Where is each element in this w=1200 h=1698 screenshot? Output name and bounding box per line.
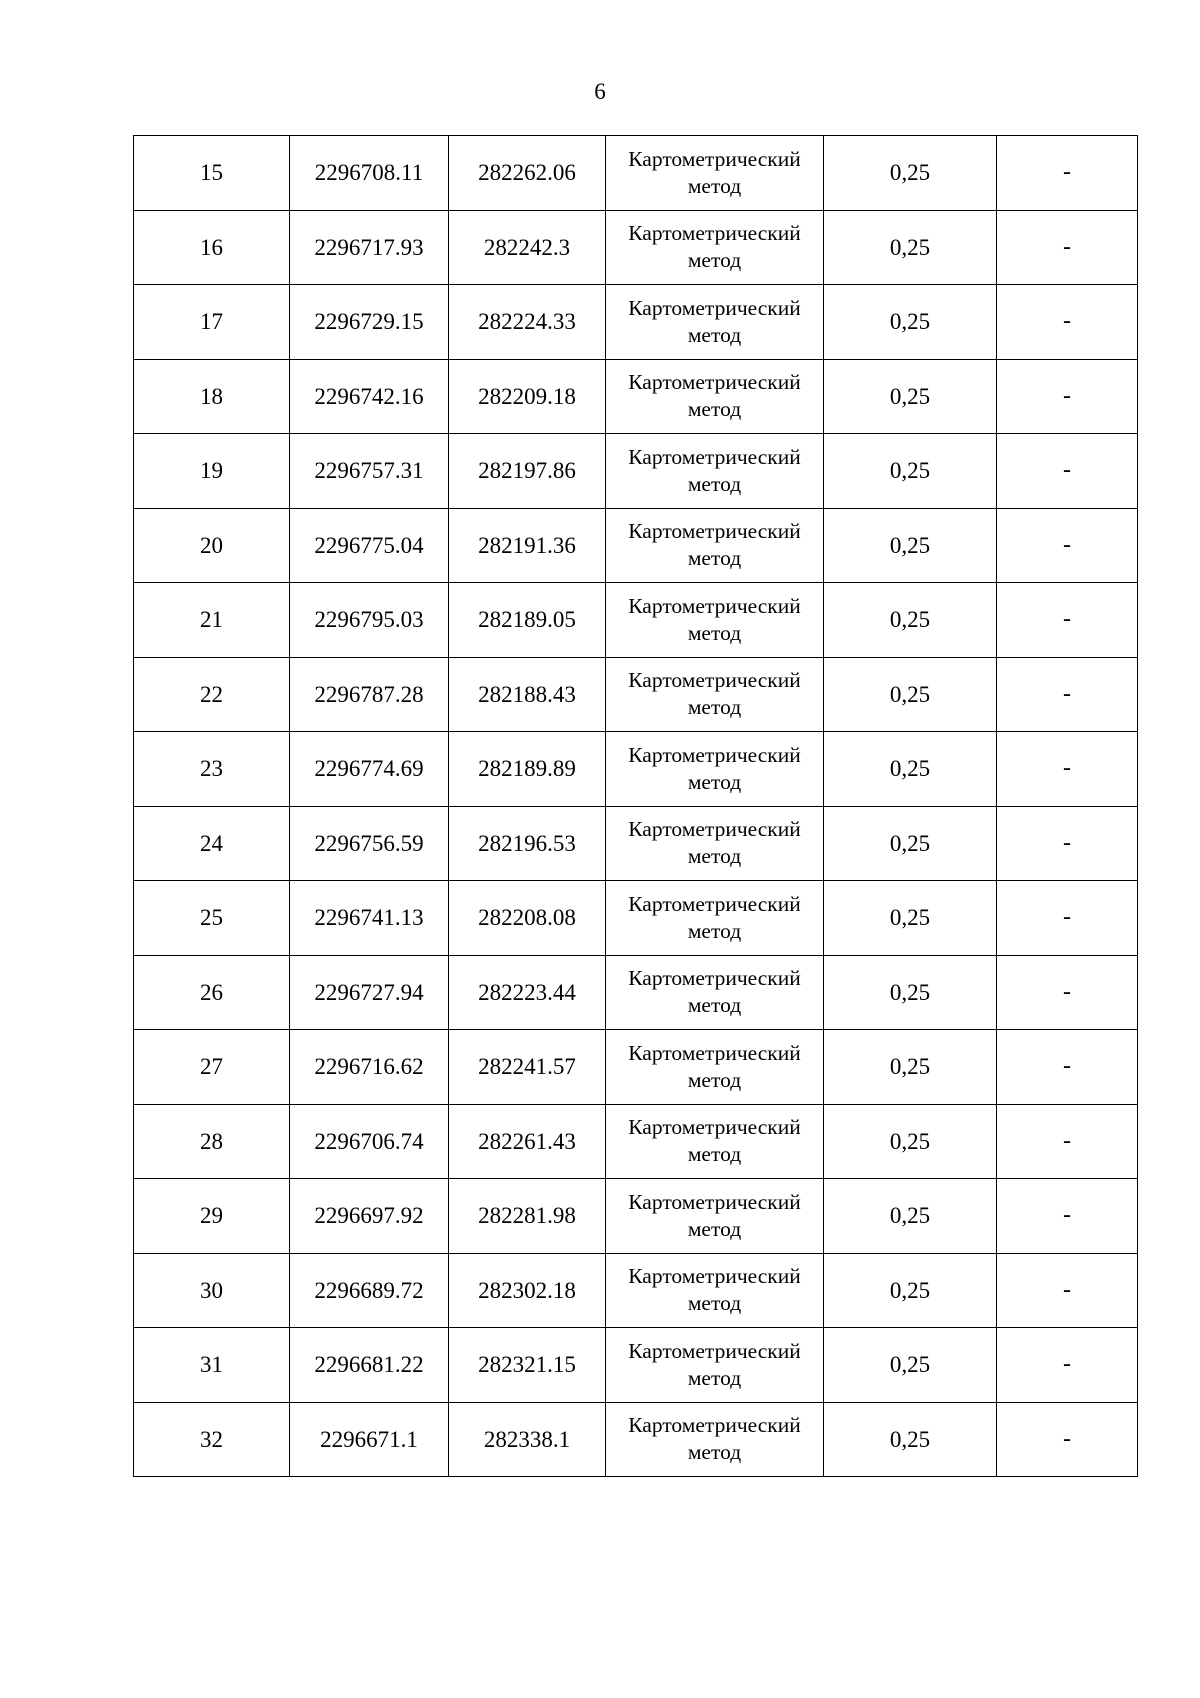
table-row bbox=[134, 881, 1138, 956]
point-number-cell: 30 bbox=[134, 1253, 290, 1328]
x-coordinate-cell: 2296671.1 bbox=[290, 1402, 449, 1477]
accuracy-cell: 0,25 bbox=[824, 1030, 997, 1105]
y-coordinate-cell: 282321.15 bbox=[449, 1328, 606, 1403]
method-text: Картометрический метод bbox=[628, 668, 801, 720]
method-text: Картометрический метод bbox=[628, 891, 801, 943]
x-coordinate-cell: 2296727.94 bbox=[290, 955, 449, 1030]
method-cell bbox=[606, 136, 824, 211]
method-cell bbox=[606, 806, 824, 881]
method-text: Картометрический метод bbox=[628, 295, 801, 347]
x-coordinate-cell: 2296697.92 bbox=[290, 1179, 449, 1254]
y-coordinate-cell: 282188.43 bbox=[449, 657, 606, 732]
method-cell bbox=[606, 1030, 824, 1105]
note-cell: - bbox=[997, 1030, 1138, 1105]
y-coordinate-cell: 282261.43 bbox=[449, 1104, 606, 1179]
x-coordinate-cell: 2296708.11 bbox=[290, 136, 449, 211]
table-row bbox=[134, 359, 1138, 434]
note-cell: - bbox=[997, 359, 1138, 434]
point-number-cell: 32 bbox=[134, 1402, 290, 1477]
method-text: Картометрический метод bbox=[628, 1189, 801, 1241]
table-row bbox=[134, 583, 1138, 658]
method-cell bbox=[606, 657, 824, 732]
x-coordinate-cell: 2296787.28 bbox=[290, 657, 449, 732]
point-number-cell: 25 bbox=[134, 881, 290, 956]
x-coordinate-cell: 2296706.74 bbox=[290, 1104, 449, 1179]
accuracy-cell: 0,25 bbox=[824, 657, 997, 732]
method-text: Картометрический метод bbox=[628, 1040, 801, 1092]
x-coordinate-cell: 2296795.03 bbox=[290, 583, 449, 658]
x-coordinate-cell: 2296689.72 bbox=[290, 1253, 449, 1328]
method-cell bbox=[606, 955, 824, 1030]
method-cell bbox=[606, 1402, 824, 1477]
accuracy-cell: 0,25 bbox=[824, 136, 997, 211]
y-coordinate-cell: 282197.86 bbox=[449, 434, 606, 509]
note-cell: - bbox=[997, 136, 1138, 211]
y-coordinate-cell: 282281.98 bbox=[449, 1179, 606, 1254]
accuracy-cell: 0,25 bbox=[824, 1253, 997, 1328]
x-coordinate-cell: 2296681.22 bbox=[290, 1328, 449, 1403]
x-coordinate-cell: 2296716.62 bbox=[290, 1030, 449, 1105]
method-text: Картометрический метод bbox=[628, 221, 801, 273]
accuracy-cell: 0,25 bbox=[824, 508, 997, 583]
accuracy-cell: 0,25 bbox=[824, 210, 997, 285]
note-cell: - bbox=[997, 210, 1138, 285]
y-coordinate-cell: 282196.53 bbox=[449, 806, 606, 881]
point-number-cell: 19 bbox=[134, 434, 290, 509]
table-row bbox=[134, 1402, 1138, 1477]
table-row bbox=[134, 285, 1138, 360]
method-cell bbox=[606, 1253, 824, 1328]
method-text: Картометрический метод bbox=[628, 1115, 801, 1167]
page-number: 6 bbox=[594, 79, 606, 104]
y-coordinate-cell: 282302.18 bbox=[449, 1253, 606, 1328]
method-text: Картометрический метод bbox=[628, 817, 801, 869]
point-number-cell: 17 bbox=[134, 285, 290, 360]
y-coordinate-cell: 282208.08 bbox=[449, 881, 606, 956]
table-body bbox=[134, 136, 1138, 1477]
method-cell bbox=[606, 583, 824, 658]
x-coordinate-cell: 2296757.31 bbox=[290, 434, 449, 509]
method-text: Картометрический метод bbox=[628, 519, 801, 571]
point-number-cell: 31 bbox=[134, 1328, 290, 1403]
method-cell bbox=[606, 1179, 824, 1254]
point-number-cell: 21 bbox=[134, 583, 290, 658]
point-number-cell: 18 bbox=[134, 359, 290, 434]
x-coordinate-cell: 2296774.69 bbox=[290, 732, 449, 807]
method-text: Картометрический метод bbox=[628, 966, 801, 1018]
method-text: Картометрический метод bbox=[628, 1413, 801, 1465]
y-coordinate-cell: 282242.3 bbox=[449, 210, 606, 285]
method-text: Картометрический метод bbox=[628, 1338, 801, 1390]
table-row bbox=[134, 434, 1138, 509]
table-row bbox=[134, 1328, 1138, 1403]
point-number-cell: 24 bbox=[134, 806, 290, 881]
y-coordinate-cell: 282191.36 bbox=[449, 508, 606, 583]
table-row bbox=[134, 1253, 1138, 1328]
note-cell: - bbox=[997, 1328, 1138, 1403]
note-cell: - bbox=[997, 806, 1138, 881]
note-cell: - bbox=[997, 1179, 1138, 1254]
point-number-cell: 16 bbox=[134, 210, 290, 285]
table-row bbox=[134, 210, 1138, 285]
x-coordinate-cell: 2296756.59 bbox=[290, 806, 449, 881]
point-number-cell: 15 bbox=[134, 136, 290, 211]
accuracy-cell: 0,25 bbox=[824, 806, 997, 881]
x-coordinate-cell: 2296717.93 bbox=[290, 210, 449, 285]
y-coordinate-cell: 282262.06 bbox=[449, 136, 606, 211]
table-row bbox=[134, 657, 1138, 732]
method-text: Картометрический метод bbox=[628, 444, 801, 496]
note-cell: - bbox=[997, 285, 1138, 360]
table-row bbox=[134, 1030, 1138, 1105]
method-text: Картометрический метод bbox=[628, 1264, 801, 1316]
y-coordinate-cell: 282223.44 bbox=[449, 955, 606, 1030]
method-cell bbox=[606, 508, 824, 583]
point-number-cell: 29 bbox=[134, 1179, 290, 1254]
table-row bbox=[134, 1104, 1138, 1179]
note-cell: - bbox=[997, 508, 1138, 583]
y-coordinate-cell: 282241.57 bbox=[449, 1030, 606, 1105]
method-text: Картометрический метод bbox=[628, 742, 801, 794]
note-cell: - bbox=[997, 955, 1138, 1030]
accuracy-cell: 0,25 bbox=[824, 285, 997, 360]
x-coordinate-cell: 2296742.16 bbox=[290, 359, 449, 434]
method-cell bbox=[606, 732, 824, 807]
accuracy-cell: 0,25 bbox=[824, 1179, 997, 1254]
point-number-cell: 20 bbox=[134, 508, 290, 583]
table-row bbox=[134, 1179, 1138, 1254]
y-coordinate-cell: 282209.18 bbox=[449, 359, 606, 434]
accuracy-cell: 0,25 bbox=[824, 583, 997, 658]
method-cell bbox=[606, 285, 824, 360]
table-row bbox=[134, 508, 1138, 583]
accuracy-cell: 0,25 bbox=[824, 359, 997, 434]
method-cell bbox=[606, 434, 824, 509]
accuracy-cell: 0,25 bbox=[824, 732, 997, 807]
method-cell bbox=[606, 210, 824, 285]
x-coordinate-cell: 2296729.15 bbox=[290, 285, 449, 360]
accuracy-cell: 0,25 bbox=[824, 881, 997, 956]
method-cell bbox=[606, 1104, 824, 1179]
y-coordinate-cell: 282189.89 bbox=[449, 732, 606, 807]
point-number-cell: 22 bbox=[134, 657, 290, 732]
point-number-cell: 28 bbox=[134, 1104, 290, 1179]
table-row bbox=[134, 955, 1138, 1030]
method-text: Картометрический метод bbox=[628, 593, 801, 645]
accuracy-cell: 0,25 bbox=[824, 1402, 997, 1477]
point-number-cell: 23 bbox=[134, 732, 290, 807]
point-number-cell: 26 bbox=[134, 955, 290, 1030]
y-coordinate-cell: 282224.33 bbox=[449, 285, 606, 360]
note-cell: - bbox=[997, 657, 1138, 732]
note-cell: - bbox=[997, 881, 1138, 956]
point-number-cell: 27 bbox=[134, 1030, 290, 1105]
table-row bbox=[134, 136, 1138, 211]
note-cell: - bbox=[997, 1253, 1138, 1328]
coordinates-table bbox=[133, 135, 1138, 1477]
y-coordinate-cell: 282189.05 bbox=[449, 583, 606, 658]
note-cell: - bbox=[997, 1402, 1138, 1477]
accuracy-cell: 0,25 bbox=[824, 955, 997, 1030]
note-cell: - bbox=[997, 434, 1138, 509]
note-cell: - bbox=[997, 1104, 1138, 1179]
table-row bbox=[134, 806, 1138, 881]
note-cell: - bbox=[997, 732, 1138, 807]
x-coordinate-cell: 2296775.04 bbox=[290, 508, 449, 583]
method-cell bbox=[606, 1328, 824, 1403]
x-coordinate-cell: 2296741.13 bbox=[290, 881, 449, 956]
accuracy-cell: 0,25 bbox=[824, 1328, 997, 1403]
note-cell: - bbox=[997, 583, 1138, 658]
method-cell bbox=[606, 881, 824, 956]
method-cell bbox=[606, 359, 824, 434]
accuracy-cell: 0,25 bbox=[824, 1104, 997, 1179]
method-text: Картометрический метод bbox=[628, 146, 801, 198]
y-coordinate-cell: 282338.1 bbox=[449, 1402, 606, 1477]
accuracy-cell: 0,25 bbox=[824, 434, 997, 509]
method-text: Картометрический метод bbox=[628, 370, 801, 422]
table-row bbox=[134, 732, 1138, 807]
